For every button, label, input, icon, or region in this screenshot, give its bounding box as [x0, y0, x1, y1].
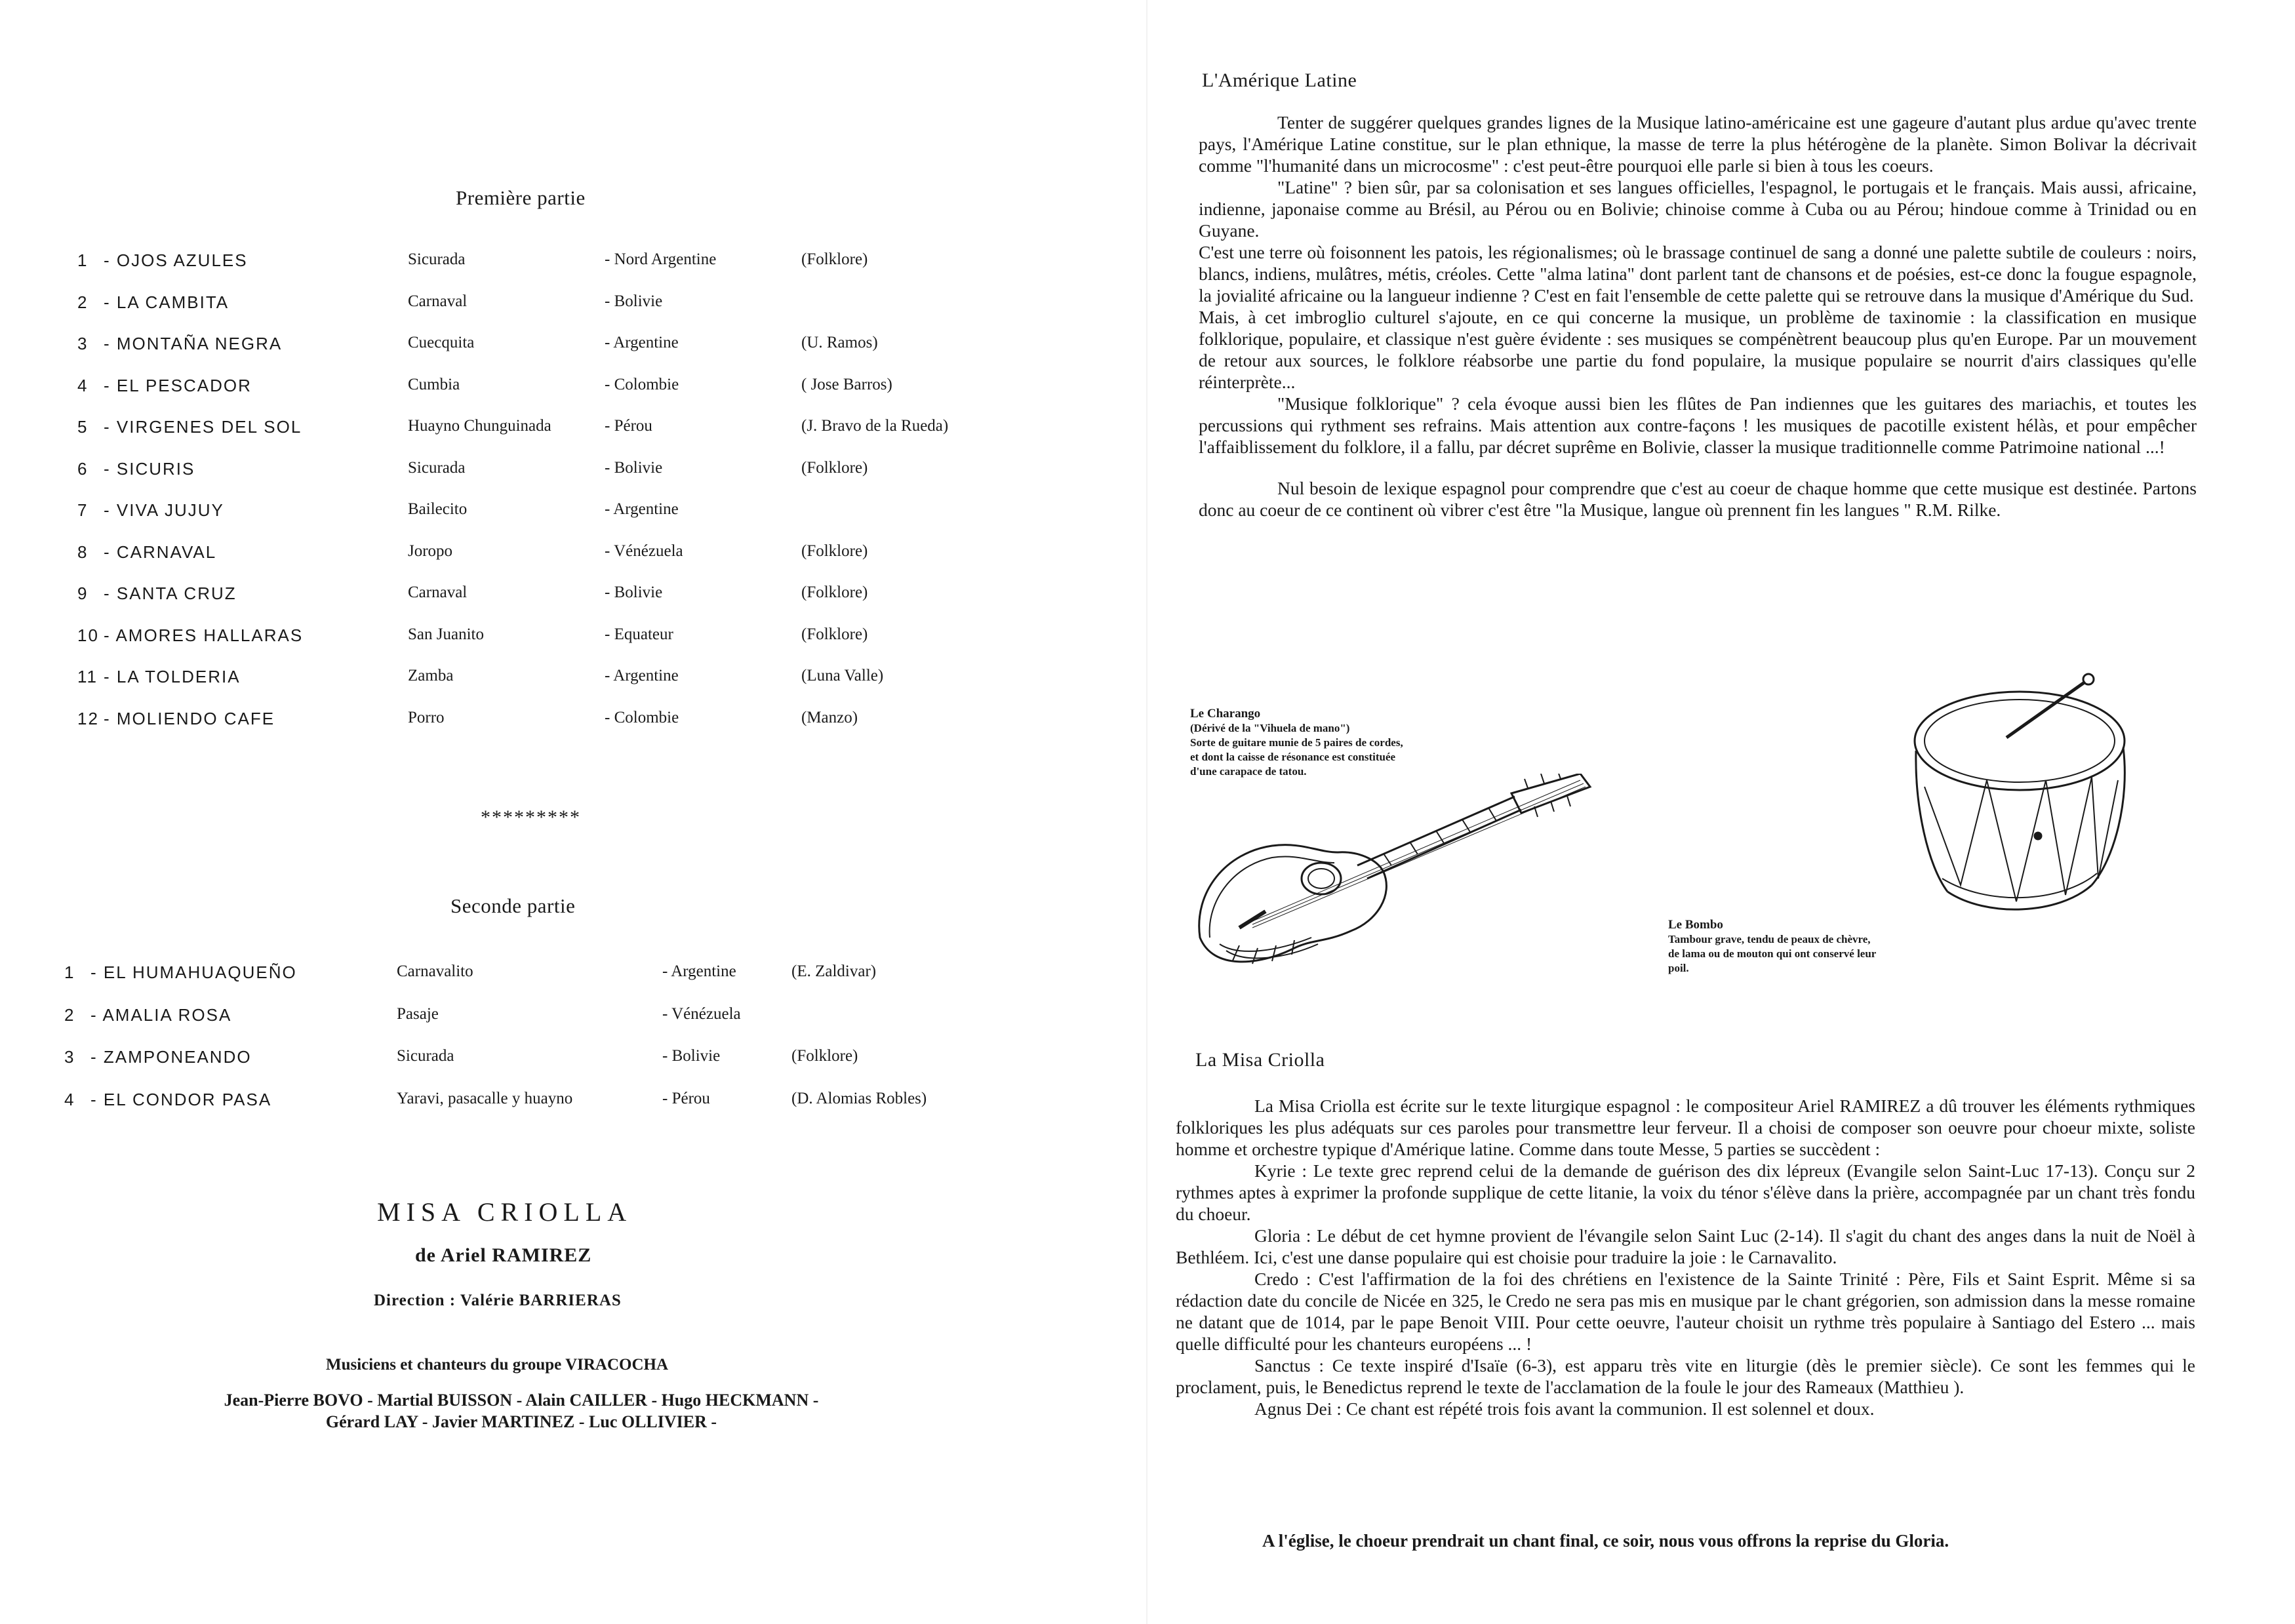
track-genre: Pasaje [397, 1004, 439, 1023]
track-number: 4 [64, 1089, 75, 1109]
track-number: 8 [77, 542, 89, 562]
musicians-line-1: Jean-Pierre BOVO - Martial BUISSON - Alain CAILLER - Hugo HECKMANN - [224, 1391, 819, 1410]
charango-caption-title: Le Charango [1190, 707, 1261, 721]
separator-stars: ********* [481, 806, 581, 828]
track-genre: Porro [408, 708, 445, 726]
track-country: - Vénézuela [662, 1004, 741, 1023]
track-author: (Manzo) [801, 708, 858, 726]
track-genre: Carnavalito [397, 962, 473, 980]
track-country: - Pérou [662, 1089, 710, 1107]
bombo-drum-illustration-icon [1888, 669, 2164, 924]
track-author: (U. Ramos) [801, 334, 878, 351]
track-number: 10 [77, 625, 99, 645]
part1-title: Première partie [456, 186, 586, 209]
track-number: 2 [64, 1004, 75, 1025]
mass-part-text: : Le début de cet hymne provient de l'évangile selon Saint Luc (2-14). Il s'agit du chant des anges dans la nuit de Noël à Bethléem. Ici, c'est une danse populaire qui est choisie pour traduire la joie : le Carnavalito. [1176, 1225, 2195, 1267]
track-title: - SANTA CRUZ [104, 584, 237, 603]
track-author: (Folklore) [801, 542, 868, 560]
track-genre: Cumbia [408, 375, 460, 393]
track-genre: Huayno Chunguinada [408, 417, 551, 435]
track-author: (Folklore) [801, 584, 868, 601]
track-title: - LA CAMBITA [104, 292, 230, 312]
mass-part-text: : Ce chant est répété trois fois avant la communion. Il est solennel et doux. [1332, 1398, 1875, 1419]
track-author: (E. Zaldivar) [791, 962, 877, 980]
track-genre: Sicurada [397, 1047, 454, 1065]
track-genre: Zamba [408, 667, 454, 684]
track-author: (D. Alomias Robles) [791, 1089, 927, 1107]
track-country: - Equateur [605, 625, 673, 643]
track-number: 12 [77, 708, 99, 728]
misa-text [1176, 1095, 2195, 1419]
track-number: 4 [77, 375, 89, 395]
mass-part-agnus-dei [1176, 1398, 2195, 1419]
track-country: - Argentine [662, 962, 736, 980]
latin-text [1199, 111, 2197, 521]
charango-caption-line-2: Sorte de guitare munie de 5 paires de cordes, [1190, 736, 1403, 749]
mass-part-name: Kyrie [1254, 1160, 1296, 1181]
mass-part-text: : C'est l'affirmation de la foi des chrétiens en l'existence de la Sainte Trinité : Père, Fils et Saint Esprit. Même si sa rédaction date du concile de Nicée en 325, le Credo ne sera pas mis en musique par le chant grégorien, son admission dans la messe romaine ne datant que de 1014, par le pape Benoit VIII. Pour cette oeuvre, l'auteur choisit un rythme très populaire à Santiago del Estero ... mais quelle difficulté pour les chanteurs européens ... ! [1176, 1269, 2195, 1354]
track-title: - AMORES HALLARAS [104, 625, 304, 645]
track-country: - Bolivie [662, 1047, 721, 1065]
track-author: (Folklore) [801, 250, 868, 268]
heading-amerique-latine: L'Amérique Latine [1202, 69, 1357, 91]
track-genre: San Juanito [408, 625, 484, 643]
musicians-line-2: Gérard LAY - Javier MARTINEZ - Luc OLLIVIER - [325, 1412, 717, 1431]
mass-part-text: : Ce texte inspiré d'Isaïe (6-3), est apparu très vite en liturgie (dès le premier siècle). Ce sont les femmes qui le proclament, puis, le Benedictus reprend le texte de l'acclamation de la foule le jour des Rameaux (Matthieu ). [1176, 1355, 2195, 1397]
misa-criolla-title: MISA CRIOLLA [377, 1197, 633, 1227]
track-number: 2 [77, 292, 89, 312]
track-title: - VIVA JUJUY [104, 500, 224, 520]
track-title: - EL HUMAHUAQUEÑO [90, 962, 297, 982]
mass-part-name: Sanctus [1254, 1355, 1311, 1376]
track-title: - EL PESCADOR [104, 375, 252, 395]
track-number: 6 [77, 458, 89, 479]
latin-paragraph-6: Nul besoin de lexique espagnol pour comprendre que c'est au coeur de chaque homme que cette musique est destinée. Partons donc au coeur de ce continent où vibrer c'est être "la Musique, langue où prennent fin les langues " R.M. Rilke. [1199, 478, 2197, 520]
charango-caption-line-1: (Dérivé de la "Vihuela de mano") [1190, 722, 1350, 734]
bombo-caption-line-2: de lama ou de mouton qui ont conservé leur [1668, 947, 1877, 960]
track-genre: Cuecquita [408, 334, 475, 351]
charango-caption-line-3: et dont la caisse de résonance est constituée [1190, 751, 1396, 763]
musicians-title: Musiciens et chanteurs du groupe VIRACOCHA [326, 1356, 669, 1374]
track-title: - OJOS AZULES [104, 250, 248, 270]
track-title: - SICURIS [104, 458, 195, 479]
track-genre: Sicurada [408, 458, 466, 477]
latin-paragraph-5: "Musique folklorique" ? cela évoque aussi bien les flûtes de Pan indiennes que les guitares des mariachis, et toutes les percussions qui rythment ses refrains. Mais attention aux contre-façons ! les musiques de pacotille existent hélàs, et pour empêcher l'affaiblissement du folklore, il a fallu, par décret suprême en Bolivie, classer la musique traditionnelle comme Patrimoine national ...! [1199, 393, 2197, 457]
track-country: - Argentine [605, 667, 679, 684]
misa-direction: Direction : Valérie BARRIERAS [374, 1292, 622, 1309]
charango-caption-line-4: d'une carapace de tatou. [1190, 765, 1307, 778]
track-country: - Pérou [605, 417, 652, 435]
page-fold [1146, 0, 1148, 1624]
bombo-caption-title: Le Bombo [1668, 918, 1723, 932]
track-genre: Bailecito [408, 500, 468, 518]
track-country: - Colombie [605, 375, 679, 393]
latin-paragraph-1: Tenter de suggérer quelques grandes lignes de la Musique latino-américaine est une gageure d'autant plus ardue qu'avec trente pays, l'Amérique Latine constitue, sur le plan ethnique, la masse de terre la plus hétérogène de la planète. Simon Bolivar la décrivait comme "l'humanité dans un microcosme" : c'est peut-être pourquoi elle parle si bien à tous les coeurs. [1199, 112, 2197, 176]
track-title: - MOLIENDO CAFE [104, 708, 275, 728]
track-country: - Argentine [605, 334, 679, 351]
track-number: 1 [64, 962, 75, 982]
track-country: - Vénézuela [605, 542, 683, 560]
track-number: 11 [77, 667, 98, 686]
mass-part-name: Gloria [1254, 1225, 1301, 1246]
mass-part-name: Agnus Dei [1254, 1398, 1332, 1419]
track-title: - LA TOLDERIA [104, 667, 241, 686]
bombo-caption [1668, 918, 1957, 976]
track-number: 7 [77, 500, 89, 520]
charango-illustration-icon [1187, 774, 1606, 977]
track-genre: Carnaval [408, 584, 468, 601]
track-country: - Bolivie [605, 458, 663, 477]
track-author: (J. Bravo de la Rueda) [801, 417, 949, 435]
track-genre: Joropo [408, 542, 453, 560]
track-genre: Sicurada [408, 250, 466, 268]
mass-part-kyrie [1176, 1160, 2195, 1225]
latin-paragraph-3: C'est une terre où foisonnent les patois, les régionalismes; où le brassage continuel de sang a donné une palette subtile de couleurs : noirs, blancs, indiens, mulâtres, métis, créoles. Cette "alma latina" dont parlent tant de chansons et de poésies, est-ce donc la fougue espagnole, la jovialité africaine ou la langueur indienne ? C'est en fait l'ensemble de cette palette qui se retrouve dans la musique d'Amérique du Sud. [1199, 242, 2197, 306]
track-title: - CARNAVAL [104, 542, 217, 562]
misa-intro: La Misa Criolla est écrite sur le texte liturgique espagnol : le compositeur Ariel RAMIREZ a dû trouver les éléments rythmiques folkloriques les plus adéquats sur ces paroles pour transmettre leur ferveur. Il a choisi de composer son oeuvre pour choeur mixte, soliste homme et orchestre typique d'Amérique latine. Comme dans toute Messe, 5 parties se succèdent : [1176, 1096, 2195, 1159]
mass-part-text: : Le texte grec reprend celui de la demande de guérison des dix lépreux (Evangile selon Saint-Luc 17-13). Conçu sur 2 rythmes aptes à exprimer la profonde supplique de cette litanie, la voix du ténor s'élève dans la prière, accompagnée par un chant très fondu du choeur. [1176, 1160, 2195, 1224]
track-number: 3 [77, 334, 89, 353]
track-country: - Argentine [605, 500, 679, 518]
track-title: - VIRGENES DEL SOL [104, 417, 302, 437]
track-country: - Nord Argentine [605, 250, 717, 268]
track-number: 1 [77, 250, 89, 270]
mass-part-sanctus [1176, 1355, 2195, 1398]
track-title: - MONTAÑA NEGRA [104, 334, 283, 353]
mass-part-name: Credo [1254, 1269, 1299, 1289]
track-number: 9 [77, 584, 89, 603]
musicians-names [144, 1390, 898, 1433]
part2-title: Seconde partie [450, 894, 576, 917]
track-author: (Folklore) [801, 458, 868, 477]
track-genre: Yaravi, pasacalle y huayno [397, 1089, 573, 1107]
track-number: 5 [77, 417, 89, 437]
track-title: - EL CONDOR PASA [90, 1089, 272, 1109]
track-country: - Bolivie [605, 584, 663, 601]
mass-part-gloria [1176, 1225, 2195, 1268]
track-genre: Carnaval [408, 292, 468, 310]
track-author: ( Jose Barros) [801, 375, 892, 393]
misa-composer: de Ariel RAMIREZ [415, 1244, 592, 1266]
track-number: 3 [64, 1047, 75, 1067]
final-note: A l'église, le choeur prendrait un chant final, ce soir, nous vous offrons la reprise du Gloria. [1262, 1531, 1949, 1551]
track-country: - Bolivie [605, 292, 663, 310]
track-author: (Folklore) [791, 1047, 858, 1065]
track-country: - Colombie [605, 708, 679, 726]
track-author: (Folklore) [801, 625, 868, 643]
latin-paragraph-4: Mais, à cet imbroglio culturel s'ajoute, en ce qui concerne la musique, un problème de taxinomie : la classification en musique folklorique, populaire, et classique n'est guère évidente : ses musiques se compénètrent beaucoup plus qu'en Europe. Par un mouvement de retour aux sources, le folklore réabsorbe une partie du fond populaire, la musique populaire se nourrit d'airs classiques qu'elle réinterprète... [1199, 307, 2197, 392]
heading-misa-criolla: La Misa Criolla [1195, 1049, 1325, 1071]
mass-part-credo [1176, 1268, 2195, 1355]
track-title: - AMALIA ROSA [90, 1004, 232, 1025]
bombo-caption-line-3: poil. [1668, 962, 1689, 974]
latin-paragraph-2: "Latine" ? bien sûr, par sa colonisation et ses langues officielles, l'espagnol, le portugais et le français. Mais aussi, africaine, indienne, japonaise comme au Brésil, au Pérou ou en Bolivie; chinoise comme à Cuba ou au Pérou; hindoue comme à Trinidad ou en Guyane. [1199, 177, 2197, 241]
charango-caption [1190, 707, 1505, 779]
bombo-caption-line-1: Tambour grave, tendu de peaux de chèvre, [1668, 933, 1871, 945]
track-author: (Luna Valle) [801, 667, 884, 684]
track-title: - ZAMPONEANDO [90, 1047, 252, 1067]
